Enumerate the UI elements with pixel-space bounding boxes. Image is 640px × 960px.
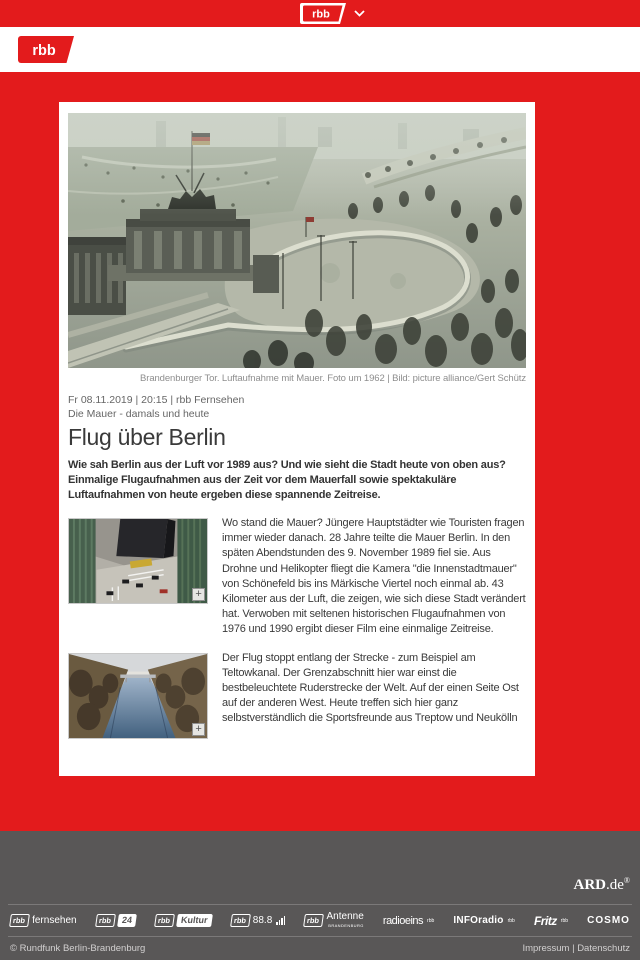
channel-logo-row: [10, 905, 630, 936]
impressum-link[interactable]: Impressum: [522, 943, 570, 954]
rbb-box-icon: rbb: [9, 914, 30, 927]
hero-caption: Brandenburger Tor. Luftaufnahme mit Mauer. Foto um 1962 | Bild: picture alliance/Gert Schütz: [140, 373, 526, 384]
channel-radioeins[interactable]: radioeins rbb: [382, 914, 435, 927]
datenschutz-link[interactable]: Datenschutz: [577, 943, 630, 954]
ard-de-label: .de: [606, 877, 624, 893]
zoom-plus-icon[interactable]: +: [192, 588, 205, 601]
canal-image: [69, 654, 207, 738]
rbb-tab-logo-icon: [300, 3, 348, 24]
network-switcher[interactable]: [300, 3, 365, 24]
thumbnail-city-aerial[interactable]: [68, 518, 208, 604]
city-aerial-image: [69, 519, 207, 603]
main-area: [0, 72, 640, 831]
rbb-box-icon: rbb: [154, 914, 175, 927]
legal-links: [522, 943, 630, 954]
broadcast-meta: Fr 08.11.2019 | 20:15 | rbb Fernsehen: [68, 394, 245, 406]
channel-rbb-fernsehen[interactable]: rbb fernsehen: [10, 914, 77, 927]
channel-cosmo[interactable]: COSMO: [587, 915, 630, 926]
svg-text:rbb: rbb: [312, 8, 330, 21]
article-lead: Wie sah Berlin aus der Luft vor 1989 aus? Und wie sieht die Stadt heute von oben aus? Einmalige Flugaufnahmen aus der Zeit vor dem Mauerfall sowie spektakuläre Luftaufnahmen von heute ergeben diese spannende Zeitreise.: [68, 459, 506, 501]
article-card: [59, 102, 535, 776]
paragraph-2-text: Der Flug stoppt entlang der Strecke - zum Beispiel am Teltowkanal. Der Grenzabschnitt hier war einst die bestbeleuchtete Ruderstrecke der Welt. Auf der einen Seite Ost auf der anderen West. Heute treffen sich hier ganz selbstverständlich die Sportsfreunde aus Treptow und Neukölln: [222, 651, 519, 725]
channel-inforadio[interactable]: INFOradio rbb: [453, 915, 515, 926]
chevron-down-icon: [354, 10, 365, 17]
rbb-box-icon: rbb: [95, 914, 116, 927]
channel-antenne-brandenburg[interactable]: rbb Antenne BRANDENBURG: [304, 912, 363, 930]
article-paragraph-1: [68, 516, 526, 638]
page-title: Flug über Berlin: [68, 424, 226, 450]
series-title: Die Mauer - damals und heute: [68, 408, 210, 420]
top-network-bar: [0, 0, 640, 27]
ard-label: ARD: [573, 877, 606, 893]
channel-rbb24[interactable]: rbb 24: [96, 914, 136, 927]
ard-de-link[interactable]: [10, 831, 630, 892]
rbb-logo[interactable]: [18, 36, 76, 63]
zoom-plus-icon[interactable]: +: [192, 723, 205, 736]
registered-mark: ®: [623, 876, 630, 885]
site-header: [0, 27, 640, 72]
channel-rbb-kultur[interactable]: rbb Kultur: [155, 914, 212, 927]
rbb-box-icon: rbb: [230, 914, 251, 927]
article-paragraph-2: [68, 651, 526, 759]
signal-bars-icon: [276, 916, 285, 925]
paragraph-1-text: Wo stand die Mauer? Jüngere Hauptstädter wie Touristen fragen immer wieder danach. 28 Jahre teilte die Mauer Berlin. In den späten Abendstunden des 9. November 1989 fiel sie. Aus Drohne und Helikopter fliegt die Kamera "die Innenstadtmauer" von Schönefeld bis ins Märkische Viertel noch einmal ab. 43 Kilometer aus der Luft, die zeigen, wie sich diese Stadt verändert hat. Verwoben mit seltenen historischen Flugaufnahmen von 1976 und 1990 ergibt dieser Film eine einmalige Zeitreise.: [222, 517, 526, 636]
footer-bottom-row: [10, 937, 630, 954]
hero-image: [68, 113, 526, 368]
svg-text:rbb: rbb: [32, 43, 56, 59]
channel-rbb-888[interactable]: rbb 88.8: [231, 914, 286, 927]
rbb-box-icon: rbb: [303, 914, 324, 927]
legal-separator: |: [572, 943, 575, 954]
channel-fritz[interactable]: Fritz rbb: [533, 913, 569, 928]
site-footer: [0, 831, 640, 960]
copyright-text: © Rundfunk Berlin-Brandenburg: [10, 943, 146, 954]
thumbnail-teltowkanal[interactable]: [68, 653, 208, 739]
